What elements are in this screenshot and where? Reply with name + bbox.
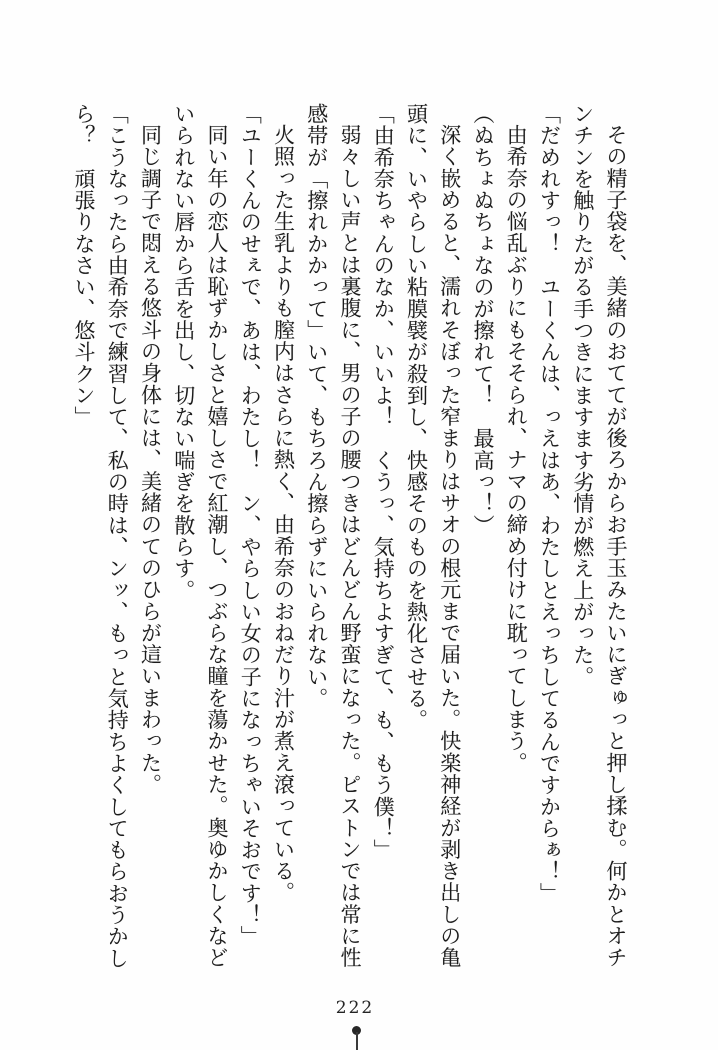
paragraph: （ぬちょぬちょなのが擦れて！ 最高っ！） <box>471 103 495 536</box>
paragraph: 「由希奈ちゃんのなか、いいよ！ くうっ、気持ちよすぎて、も、もう僕！」 <box>371 103 396 861</box>
paragraph: 「だめれすっ！ ユーくんは、っえはあ、わたしとえっちしてるんですからぁ！」 <box>537 103 562 905</box>
paragraph: 深く嵌めると、濡れそぼった窄まりはサオの根元まで届いた。快楽神経が剥き出しの亀頭に、いやらしい粘膜襞が殺到し、快感そのものを熱化させる。 <box>404 103 462 969</box>
paragraph: その精子袋を、美緒のおててが後ろからお手玉みたいにぎゅっと押し揉む。何かとオチンチンを触りたがる手つきにますます劣情が燃え上がった。 <box>570 103 628 969</box>
page-number: 222 <box>335 998 375 1018</box>
paragraph: 「こうなったら由希奈で練習して、私の時は、ンッ、もっと気持ちよくしてもらおうかしら？ 頑張りなさい、悠斗クン」 <box>72 103 130 969</box>
paragraph: 由希奈の悩乱ぶりにもそそられ、ナマの締め付けに耽ってしまう。 <box>504 124 529 774</box>
binding-mark-line <box>356 1032 358 1050</box>
paragraph: 同じ調子で悶える悠斗の身体には、美緒のてのひらが這いまわった。 <box>138 124 163 796</box>
paragraph: 弱々しい声とは裏腹に、男の子の腰つきはどんどん野蛮になった。ピストンでは常に性感帯が「擦れかかって」いて、もちろん擦らずにいられない。 <box>304 103 362 969</box>
paragraph: 同い年の恋人は恥ずかしさと嬉しさで紅潮し、つぶらな瞳を蕩かせた。奥ゆかしくなどいられない唇から舌を出し、切ない喘ぎを散らす。 <box>171 103 229 969</box>
paragraph: 「ユーくんのせぇで、あは、わたし！ ン、やらしい女の子になっちゃいそおです！」 <box>238 103 263 948</box>
paragraph: 火照った生乳よりも膣内はさらに熱く、由希奈のおねだり汁が煮え滾っている。 <box>271 124 296 904</box>
novel-text-block <box>67 103 632 971</box>
